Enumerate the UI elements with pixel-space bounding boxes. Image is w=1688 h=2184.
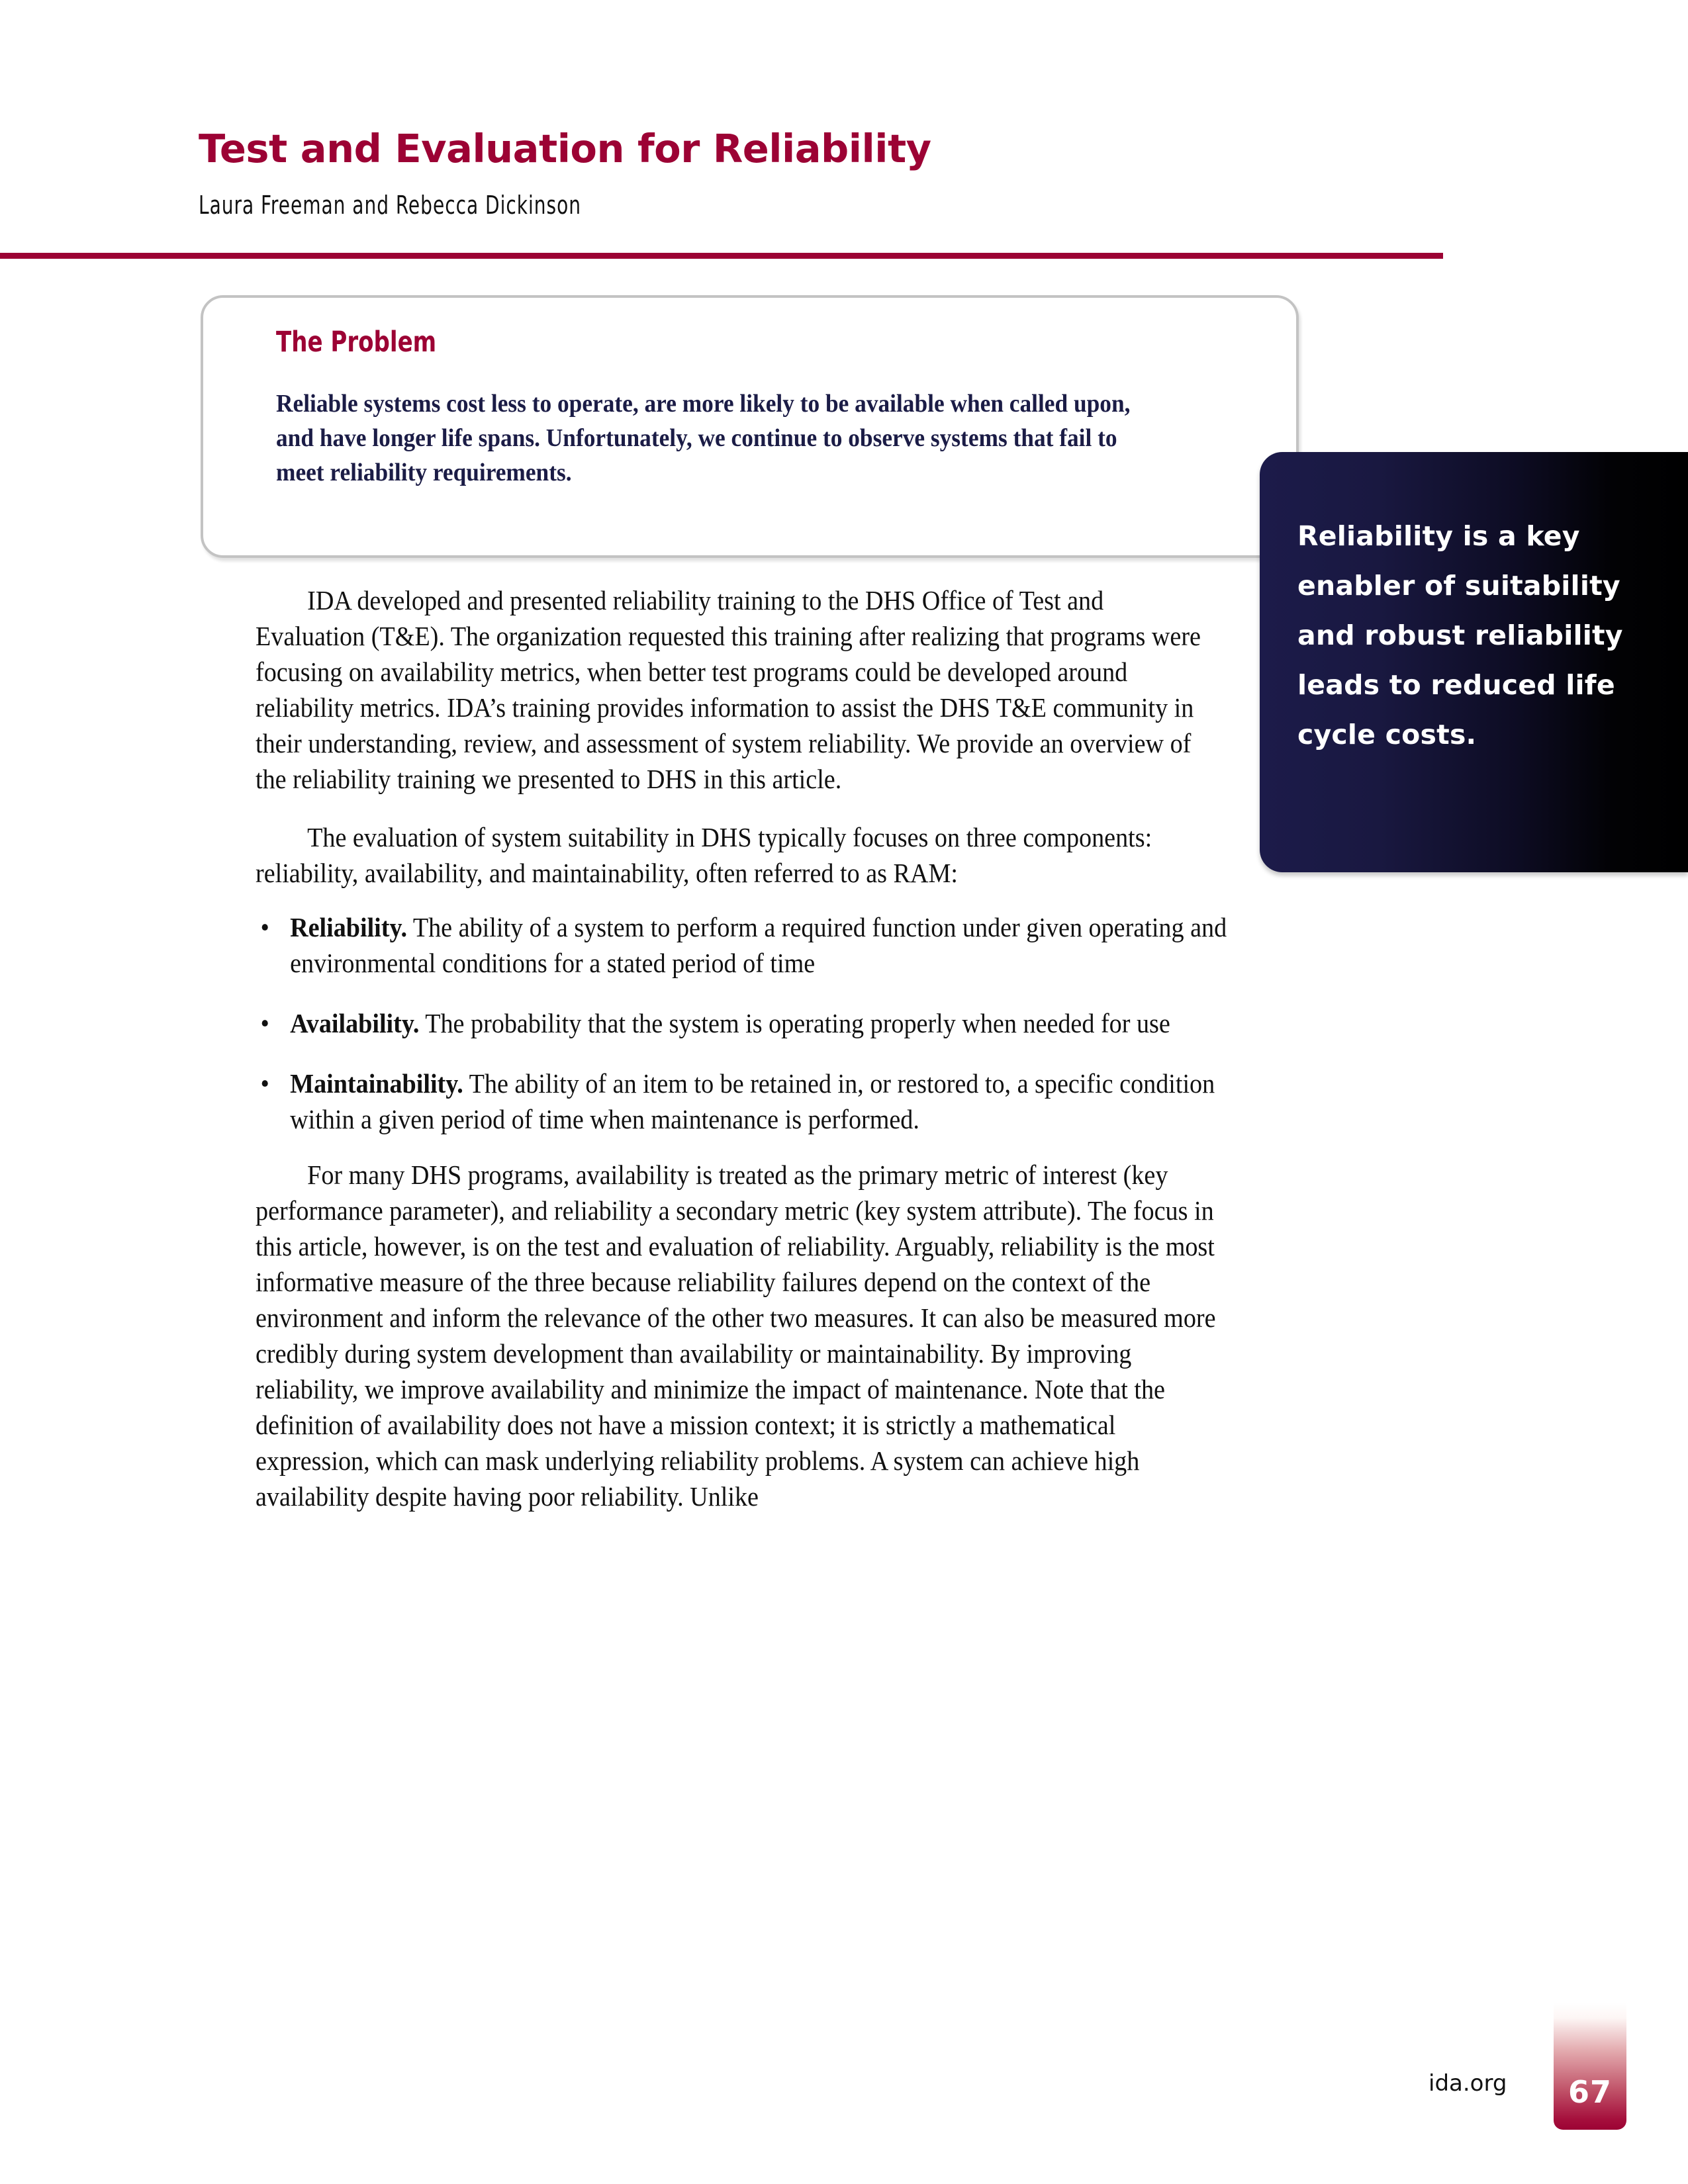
the-problem-heading: The Problem [276, 326, 437, 359]
page-number-tab [1554, 2003, 1626, 2130]
list-item [256, 1005, 1253, 1041]
page-title: Test and Evaluation for Reliability [199, 126, 931, 171]
list-item-term: Reliability. [290, 912, 407, 942]
pullquote-box [1260, 452, 1688, 872]
bullet-marker-icon: • [260, 1068, 269, 1099]
list-item-definition: The ability of a system to perform a required function under given operating and environmental conditions for a stated period of time [290, 912, 1227, 978]
body-paragraph: The evaluation of system suitability in DHS typically focuses on three components: reliability, availability, and maintainability, often referred to as RAM: [256, 822, 1152, 888]
body-paragraph: IDA developed and presented reliability training to the DHS Office of Test and Evaluation (T&E). The organization requested this training after realizing that programs were focusing on availability metrics, when better test programs could be developed around reliability metrics. IDA’s training provides information to assist the DHS T&E community in their understanding, review, and assessment of system reliability. We provide an overview of the reliability training we presented to DHS in this article. [256, 585, 1201, 794]
article-byline: Laura Freeman and Rebecca Dickinson [199, 191, 582, 220]
list-item [256, 909, 1253, 981]
bullet-marker-icon: • [260, 912, 269, 942]
header-divider-rule [0, 253, 1443, 259]
body-paragraph: For many DHS programs, availability is treated as the primary metric of interest (key performance parameter), and reliability a secondary metric (key system attribute). The focus in this article, however, is on the test and evaluation of reliability. Arguably, reliability is the most informative measure of the three because reliability failures depend on the context of the environment and inform the relevance of the other two measures. It can also be measured more credibly during system development than availability or maintainability. By improving reliability, we improve availability and minimize the impact of maintenance. Note that the definition of availability does not have a mission context; it is strictly a mathematical expression, which can mask underlying reliability problems. A system can achieve high availability despite having poor reliability. Unlike [256, 1160, 1216, 1512]
list-item-definition: The probability that the system is operating properly when needed for use [419, 1008, 1170, 1038]
page-number: 67 [1568, 2074, 1612, 2110]
list-item-term: Maintainability. [290, 1068, 463, 1099]
bullet-marker-icon: • [260, 1008, 269, 1038]
ram-definition-list [256, 909, 1227, 1137]
list-item-term: Availability. [290, 1008, 420, 1038]
the-problem-body: Reliable systems cost less to operate, are more likely to be available when called upon, and have longer life spans. Unfortunately, we continue to observe systems that fail to meet reliability requirements. [276, 390, 1131, 486]
list-item [256, 1066, 1253, 1137]
footer-website-url[interactable]: ida.org [1429, 2070, 1507, 2097]
the-problem-box [201, 295, 1299, 558]
pullquote-text: Reliability is a key enabler of suitability and robust reliability leads to reduced life cycle costs. [1297, 520, 1623, 751]
list-item-definition: The ability of an item to be retained in, or restored to, a specific condition within a given period of time when maintenance is performed. [290, 1068, 1215, 1134]
main-text-column [256, 582, 1227, 1537]
